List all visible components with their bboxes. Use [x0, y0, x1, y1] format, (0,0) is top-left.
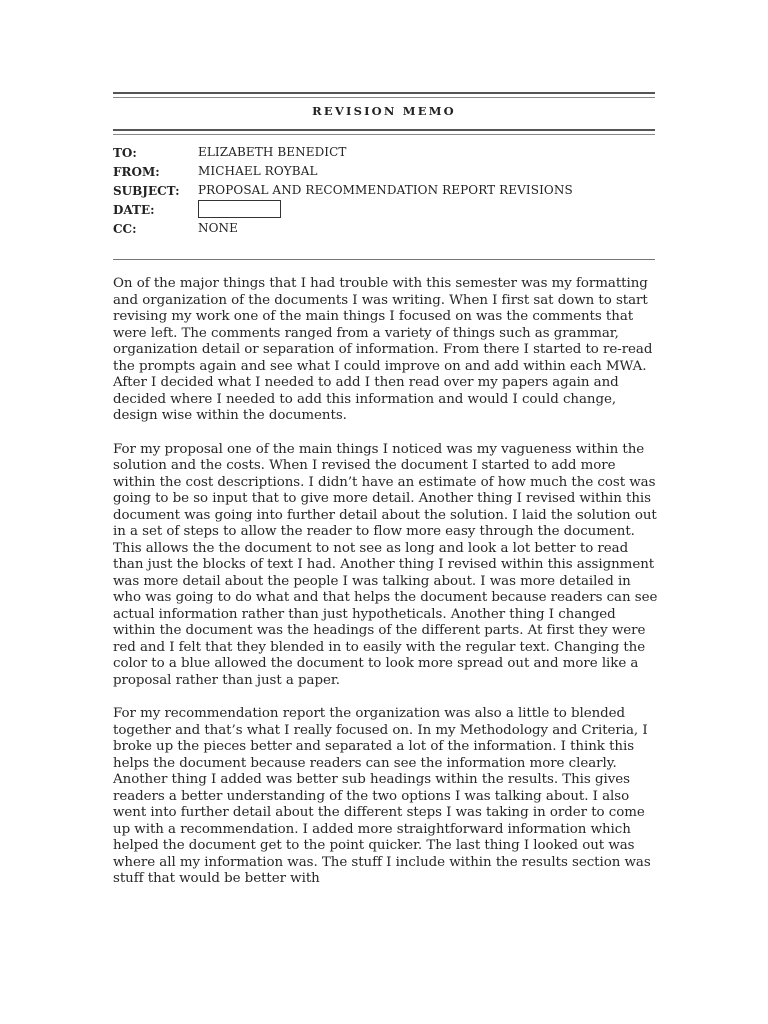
header-top-rule [113, 92, 655, 98]
memo-page [113, 0, 658, 1024]
from-value: MICHAEL ROYBAL [198, 164, 318, 178]
cc-label: CC: [113, 222, 137, 236]
cc-row [113, 220, 655, 239]
memo-title: REVISION MEMO [312, 104, 456, 118]
header-bottom-rule [113, 129, 655, 135]
memo-body [113, 276, 658, 905]
subject-label: SUBJECT: [113, 184, 180, 198]
header-divider [113, 259, 655, 260]
date-field[interactable] [198, 200, 281, 218]
body-paragraph: For my recommendation report the organization was also a little to blended together and that’s what I really focused on. In my Methodology and Criteria, I broke up the pieces better and separated a lot of the information. I think this helps the document because readers can see the information more clearly. Another thing I added was better sub headings within the results. This gives readers a better understanding of the two options I was talking about. I also went into further detail about the different steps I was taking in order to come up with a recommendation. I added more straightforward information which helped the document get to the point quicker. The last thing I looked out was where all my information was. The stuff I include within the results section was stuff that would be better with [113, 706, 651, 886]
body-paragraph: On of the major things that I had trouble with this semester was my formatting and organization of the documents I was writing. When I first sat down to start revising my work one of the main things I focused on was the comments that were left. The comments ranged from a variety of things such as grammar, organization detail or separation of information. From there I started to re-read the prompts again and see what I could improve on and add within each MWA. After I decided what I needed to add I then read over my papers again and decided where I needed to add this information and would I could change, design wise within the documents. [113, 276, 653, 423]
date-row [113, 201, 655, 220]
to-row [113, 144, 655, 163]
to-value: ELIZABETH BENEDICT [198, 145, 347, 159]
subject-value: PROPOSAL AND RECOMMENDATION REPORT REVISIONS [198, 183, 573, 197]
subject-row [113, 182, 655, 201]
to-label: TO: [113, 146, 137, 160]
cc-value: NONE [198, 221, 238, 235]
from-label: FROM: [113, 165, 160, 179]
date-label: DATE: [113, 203, 155, 217]
body-paragraph: For my proposal one of the main things I noticed was my vagueness within the solution and the costs. When I revised the document I started to add more within the cost descriptions. I didn’t have an estimate of how much the cost was going to be so input that to give more detail. Another thing I revised within this document was going into further detail about the solution. I laid the solution out in a set of steps to allow the reader to flow more easy through the document. This allows the the document to not see as long and look a lot better to read than just the blocks of text I had. Another thing I revised within this assignment was more detail about the people I was talking about. I was more detailed in who was going to do what and that helps the document because readers can see actual information rather than just hypotheticals. Another thing I changed within the document was the headings of the different parts. At first they were red and I felt that they blended in to easily with the regular text. Changing the color to a blue allowed the document to look more spread out and more like a proposal rather than just a paper. [113, 441, 658, 688]
from-row [113, 163, 655, 182]
memo-header-fields [113, 144, 655, 239]
